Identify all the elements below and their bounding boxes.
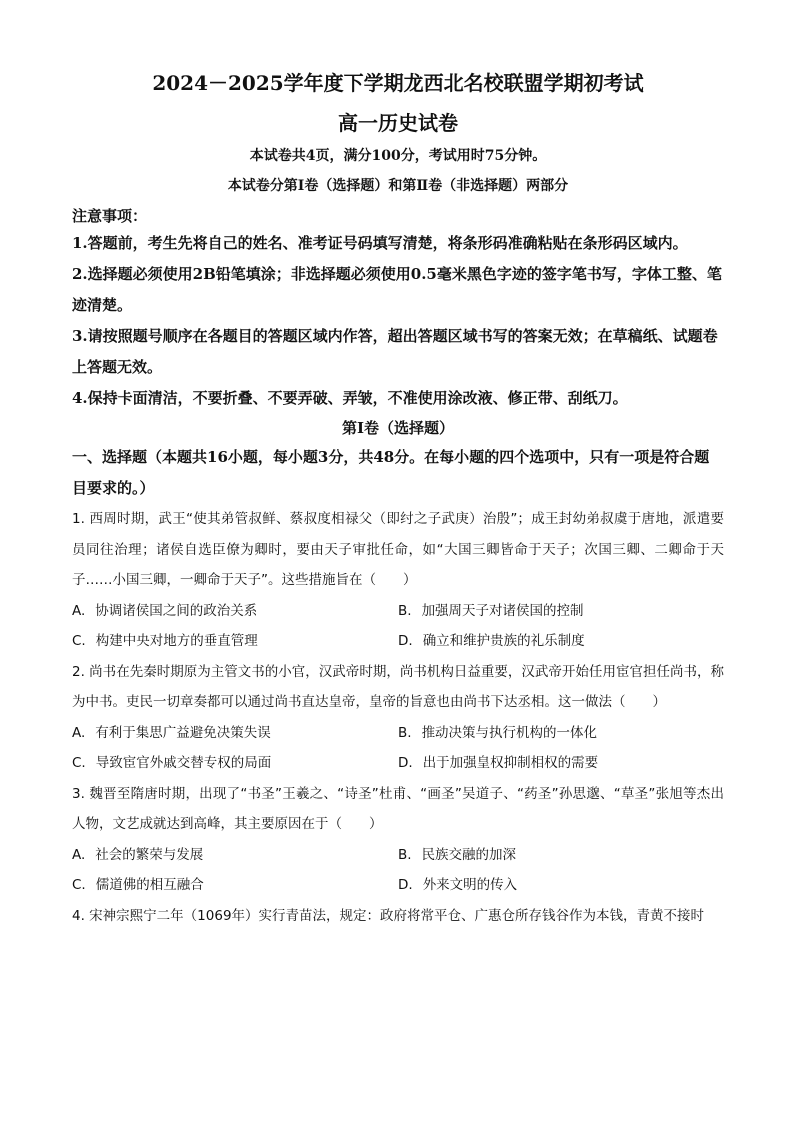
question-4-stem: 4. 宋神宗熙宁二年（1069年）实行青苗法，规定：政府将常平仓、广惠仓所存钱谷作为本钱，青黄不接时	[72, 907, 705, 924]
question-1-option-a	[72, 596, 398, 627]
question-3-options	[72, 840, 724, 901]
question-2-option-b	[398, 718, 724, 749]
option-text: 有利于集思广益避免决策失误	[95, 724, 271, 741]
question-2-options	[72, 718, 724, 779]
question-1-option-b	[398, 596, 724, 627]
option-letter: B.	[398, 602, 412, 619]
option-text: 加强周天子对诸侯国的控制	[421, 602, 584, 619]
notice-item-4: 4.保持卡面清洁，不要折叠、不要弄破、弄皱，不准使用涂改液、修正带、刮纸刀。	[72, 389, 628, 407]
question-2-stem: 2. 尚书在先秦时期原为主管文书的小官，汉武帝时期，尚书机构日益重要，汉武帝开始任用宦官担任尚书，称为中书。吏民一切章奏都可以通过尚书直达皇帝，皇帝的旨意也由尚书下达丞相。这一做法（ ）	[72, 663, 724, 710]
question-3-option-c	[72, 870, 398, 901]
exam-title: 2024－2025学年度下学期龙西北名校联盟学期初考试	[152, 71, 644, 95]
notice-heading: 注意事项：	[72, 207, 148, 225]
question-2-option-d	[398, 748, 724, 779]
option-letter: D.	[398, 755, 413, 771]
question-1-stem: 1. 西周时期，武王“使其弟管叔鲜、蔡叔度相禄父（即纣之子武庚）治殷”；成王封幼弟叔虞于唐地，派遣要员同往治理；诸侯自选臣僚为卿时，要由天子审批任命，如“大国三卿皆命于天子；次国三卿、二卿命于天子……小国三卿，一卿命于天子”。这些措施旨在（ ）	[72, 511, 724, 588]
question-3-stem: 3. 魏晋至隋唐时期，出现了“书圣”王羲之、“诗圣”杜甫、“画圣”吴道子、“药圣”孙思邈、“草圣”张旭等杰出人物，文艺成就达到高峰，其主要原因在于（ ）	[72, 785, 724, 832]
question-3-option-a	[72, 840, 398, 871]
option-letter: C.	[72, 877, 86, 893]
exam-subject: 高一历史试卷	[338, 111, 458, 135]
option-text: 民族交融的加深	[421, 846, 517, 863]
exam-info-parts: 本试卷分第Ⅰ卷（选择题）和第Ⅱ卷（非选择题）两部分	[227, 178, 569, 194]
option-letter: A.	[72, 846, 86, 863]
exam-info-pages: 本试卷共4页，满分100分，考试用时75分钟。	[249, 148, 547, 164]
option-text: 出于加强皇权抑制相权的需要	[422, 755, 599, 771]
option-letter: C.	[72, 633, 86, 649]
option-letter: B.	[398, 846, 412, 863]
option-text: 儒道佛的相互融合	[95, 877, 204, 893]
option-letter: D.	[398, 633, 413, 649]
question-3-option-b	[398, 840, 724, 871]
notice-item-3: 3.请按照题号顺序在各题目的答题区域内作答，超出答题区域书写的答案无效；在草稿纸、试题卷上答题无效。	[72, 327, 718, 376]
option-text: 推动决策与执行机构的一体化	[421, 724, 598, 741]
option-letter: B.	[398, 724, 412, 741]
question-1-option-c	[72, 626, 398, 657]
option-text: 构建中央对地方的垂直管理	[95, 633, 258, 649]
option-text: 社会的繁荣与发展	[95, 846, 204, 863]
notice-item-1: 1.答题前，考生先将自己的姓名、准考证号码填写清楚，将条形码准确粘贴在条形码区域内。	[72, 234, 688, 252]
option-letter: A.	[72, 602, 86, 619]
question-2-option-a	[72, 718, 398, 749]
question-1-option-d	[398, 626, 724, 657]
notice-item-2: 2.选择题必须使用2B铅笔填涂；非选择题必须使用0.5毫米黑色字迹的签字笔书写，字体工整、笔迹清楚。	[72, 265, 722, 314]
option-text: 外来文明的传入	[422, 877, 518, 893]
option-text: 导致宦官外戚交替专权的局面	[95, 755, 272, 771]
option-letter: C.	[72, 755, 86, 771]
option-text: 确立和维护贵族的礼乐制度	[422, 633, 585, 649]
question-2-option-c	[72, 748, 398, 779]
exam-page	[72, 68, 724, 931]
question-1-options	[72, 596, 724, 657]
section-heading: 一、选择题（本题共16小题，每小题3分，共48分。在每小题的四个选项中，只有一项是符合题目要求的。）	[72, 448, 710, 497]
option-letter: D.	[398, 877, 413, 893]
question-3-option-d	[398, 870, 724, 901]
option-text: 协调诸侯国之间的政治关系	[95, 602, 258, 619]
option-letter: A.	[72, 724, 86, 741]
section-title: 第Ⅰ卷（选择题）	[341, 419, 455, 437]
